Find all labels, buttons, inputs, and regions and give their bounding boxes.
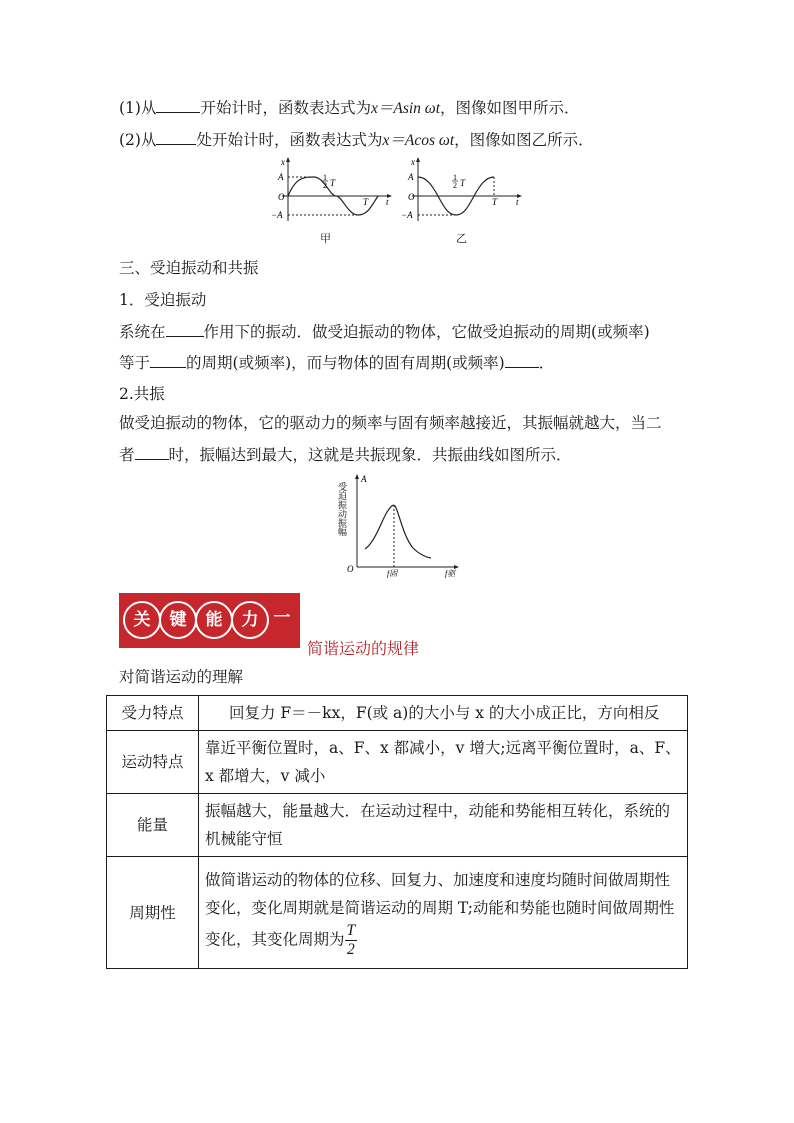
- answer-blank[interactable]: [150, 352, 186, 368]
- formula-cos: x＝Acos ωt: [382, 132, 455, 149]
- resonance-line-1: 做受迫振动的物体，它的驱动力的频率与固有频率越接近，其振幅就越大，当二: [119, 414, 662, 432]
- label-T: T: [363, 197, 369, 207]
- banner-char: 关: [123, 601, 161, 639]
- resonance-origin: O: [347, 564, 354, 574]
- label-half-T: T: [330, 178, 336, 188]
- formula-sin: x＝Asin ωt: [370, 100, 441, 117]
- row-key: 运动特点: [107, 731, 199, 794]
- label-half: 1: [323, 173, 327, 182]
- forced-vibration-line-1: [119, 321, 650, 342]
- row-value: 回复力 F＝－kx，F(或 a)的大小与 x 的大小成正比，方向相反: [199, 696, 688, 731]
- label-A: A: [278, 172, 284, 182]
- statement-1: [119, 97, 580, 119]
- graph-jia: [268, 155, 398, 225]
- fraction-T-over-2: [345, 922, 358, 959]
- row-key: 能量: [107, 794, 199, 857]
- statement-1-tail: ，图像如图甲所示．: [440, 99, 580, 117]
- label-f-drive: f驱: [445, 569, 456, 578]
- properties-table: [106, 695, 688, 969]
- fraction-num: T: [346, 922, 356, 939]
- text: 者: [119, 446, 135, 464]
- banner-subtitle: 简谐运动的规律: [307, 639, 420, 658]
- resonance-curve: [335, 472, 465, 582]
- fraction-den: 2: [346, 941, 355, 958]
- key-ability-banner: [119, 593, 300, 648]
- answer-blank[interactable]: [156, 97, 200, 113]
- label-neg-A: −A: [271, 210, 283, 220]
- text: ．: [538, 354, 555, 372]
- axis-y-label: x: [411, 157, 415, 167]
- answer-blank[interactable]: [156, 129, 196, 145]
- label-neg-A: −A: [401, 210, 413, 220]
- label-half-den: 2: [323, 181, 327, 190]
- label-A: A: [408, 172, 414, 182]
- resonance-line-2: [119, 444, 572, 465]
- axis-x-label: t: [516, 197, 519, 207]
- text: 的周期(或频率)，而与物体的固有周期(或频率): [186, 354, 505, 372]
- table-row: [107, 857, 688, 969]
- statement-2: [119, 129, 594, 151]
- resonance-y-label: 受迫振动振幅: [336, 482, 346, 536]
- row-value: 靠近平衡位置时，a、F、x 都减小，v 增大;远离平衡位置时，a、F、x 都增大，v 减小: [199, 731, 688, 794]
- statement-1-text: 开始计时，函数表达式为: [200, 99, 371, 117]
- statement-2-tail: ，图像如图乙所示．: [454, 131, 594, 149]
- label-origin: O: [278, 192, 285, 202]
- section-title: 三、受迫振动和共振: [119, 259, 259, 277]
- row-key: 周期性: [107, 857, 199, 969]
- axis-x-label: t: [386, 197, 389, 207]
- banner-char: 一: [273, 608, 291, 628]
- statement-1-prefix: (1)从: [119, 99, 157, 117]
- table-row: [107, 731, 688, 794]
- text: 时，振幅达到最大，这就是共振现象．共振曲线如图所示．: [168, 446, 572, 464]
- caption-yi: 乙: [456, 232, 467, 245]
- statement-2-text: 处开始计时，函数表达式为: [196, 131, 383, 149]
- banner-char: 能: [195, 601, 233, 639]
- banner-char: 键: [159, 601, 197, 639]
- label-T: T: [492, 197, 498, 207]
- answer-blank[interactable]: [505, 352, 539, 368]
- label-half-T: T: [460, 178, 466, 188]
- text: 系统在: [119, 323, 166, 341]
- label-f-natural: f固: [387, 569, 398, 578]
- label-origin: O: [408, 192, 415, 202]
- row-value: 振幅越大，能量越大．在运动过程中，动能和势能相互转化，系统的机械能守恒: [199, 794, 688, 857]
- answer-blank[interactable]: [166, 321, 204, 337]
- text: 作用下的振动．做受迫振动的物体，它做受迫振动的周期(或频率): [203, 323, 650, 341]
- subsection-title-forced: 1．受迫振动: [119, 291, 207, 309]
- banner-char: 力: [231, 601, 269, 639]
- label-half: 1: [453, 173, 457, 182]
- table-row: [107, 794, 688, 857]
- answer-blank[interactable]: [135, 444, 169, 460]
- graph-yi: [398, 155, 528, 225]
- forced-vibration-line-2: [119, 352, 554, 373]
- table-title: 对简谐运动的理解: [119, 668, 244, 686]
- table-row: [107, 696, 688, 731]
- label-half-den: 2: [453, 181, 457, 190]
- axis-y-label: x: [281, 157, 285, 167]
- statement-2-prefix: (2)从: [119, 131, 157, 149]
- row-key: 受力特点: [107, 696, 199, 731]
- row-value-text: 做简谐运动的物体的位移、回复力、加速度和速度均随时间做周期性变化，变化周期就是简谐运动的周期 T;动能和势能也随时间做周期性变化，其变化周期为: [205, 871, 675, 949]
- caption-jia: 甲: [320, 232, 331, 245]
- subsection-title-resonance: 2.共振: [119, 385, 165, 403]
- row-value: [199, 857, 688, 969]
- text: 等于: [119, 354, 151, 372]
- resonance-axis-A: A: [361, 474, 367, 484]
